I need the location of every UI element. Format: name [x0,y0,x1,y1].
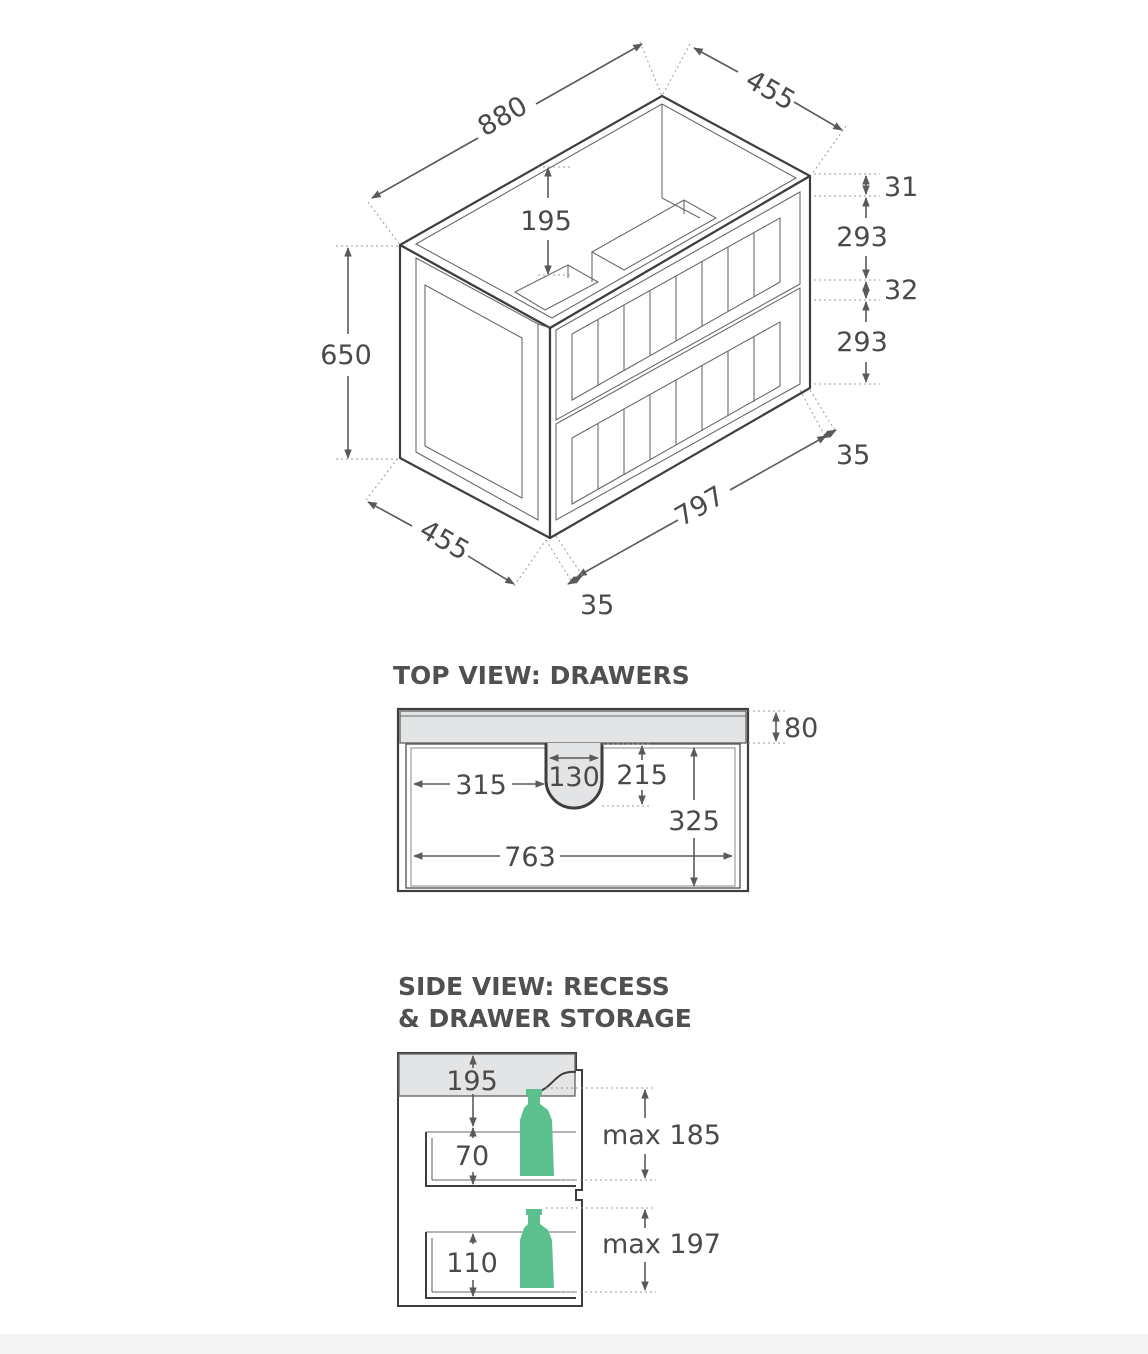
dim-label-lower-max: max 197 [602,1229,721,1260]
dim-label-drawer-width: 797 [669,480,730,533]
dim-label-top-rail: 31 [884,172,919,203]
side-view-title-line1: SIDE VIEW: RECESS [398,972,670,1001]
dim-label-cutout-depth: 215 [616,760,668,791]
dim-label-width: 880 [472,90,533,143]
dim-offset-right-35 [800,390,870,471]
dim-label-drawer-upper: 293 [836,222,888,253]
dim-label-middle-rail: 32 [884,275,919,306]
dim-label-upper-max: max 185 [602,1120,721,1151]
dim-right-stack [814,172,918,384]
dim-label-drawer-depth: 325 [668,806,720,837]
dim-label-lower-drawer-height: 110 [446,1248,498,1279]
dim-label-height: 650 [320,340,372,371]
dim-label-side-recess: 195 [446,1066,498,1097]
dim-label-drawer-lower: 293 [836,327,888,358]
top-view [393,661,818,891]
dim-height-650 [320,246,400,459]
dim-offset-front-35 [546,536,614,621]
dim-label-drawer-inner-width: 763 [504,842,556,873]
dim-label-recess: 195 [520,206,572,237]
dim-label-offset-right: 35 [836,440,871,471]
dim-label-upper-drawer-height: 70 [454,1141,490,1172]
dim-label-depth-top: 455 [740,64,801,117]
footer-band [0,1334,1148,1354]
dim-label-cutout-left: 315 [455,770,507,801]
dim-label-depth-bottom: 455 [414,514,475,567]
dim-label-cutout-width: 130 [548,762,600,793]
side-view-title-line2: & DRAWER STORAGE [398,1004,692,1033]
top-view-title: TOP VIEW: DRAWERS [393,661,690,690]
side-view [398,972,721,1306]
isometric-view [320,42,918,621]
dim-label-offset-front: 35 [580,590,615,621]
dim-label-back-band: 80 [784,713,819,744]
